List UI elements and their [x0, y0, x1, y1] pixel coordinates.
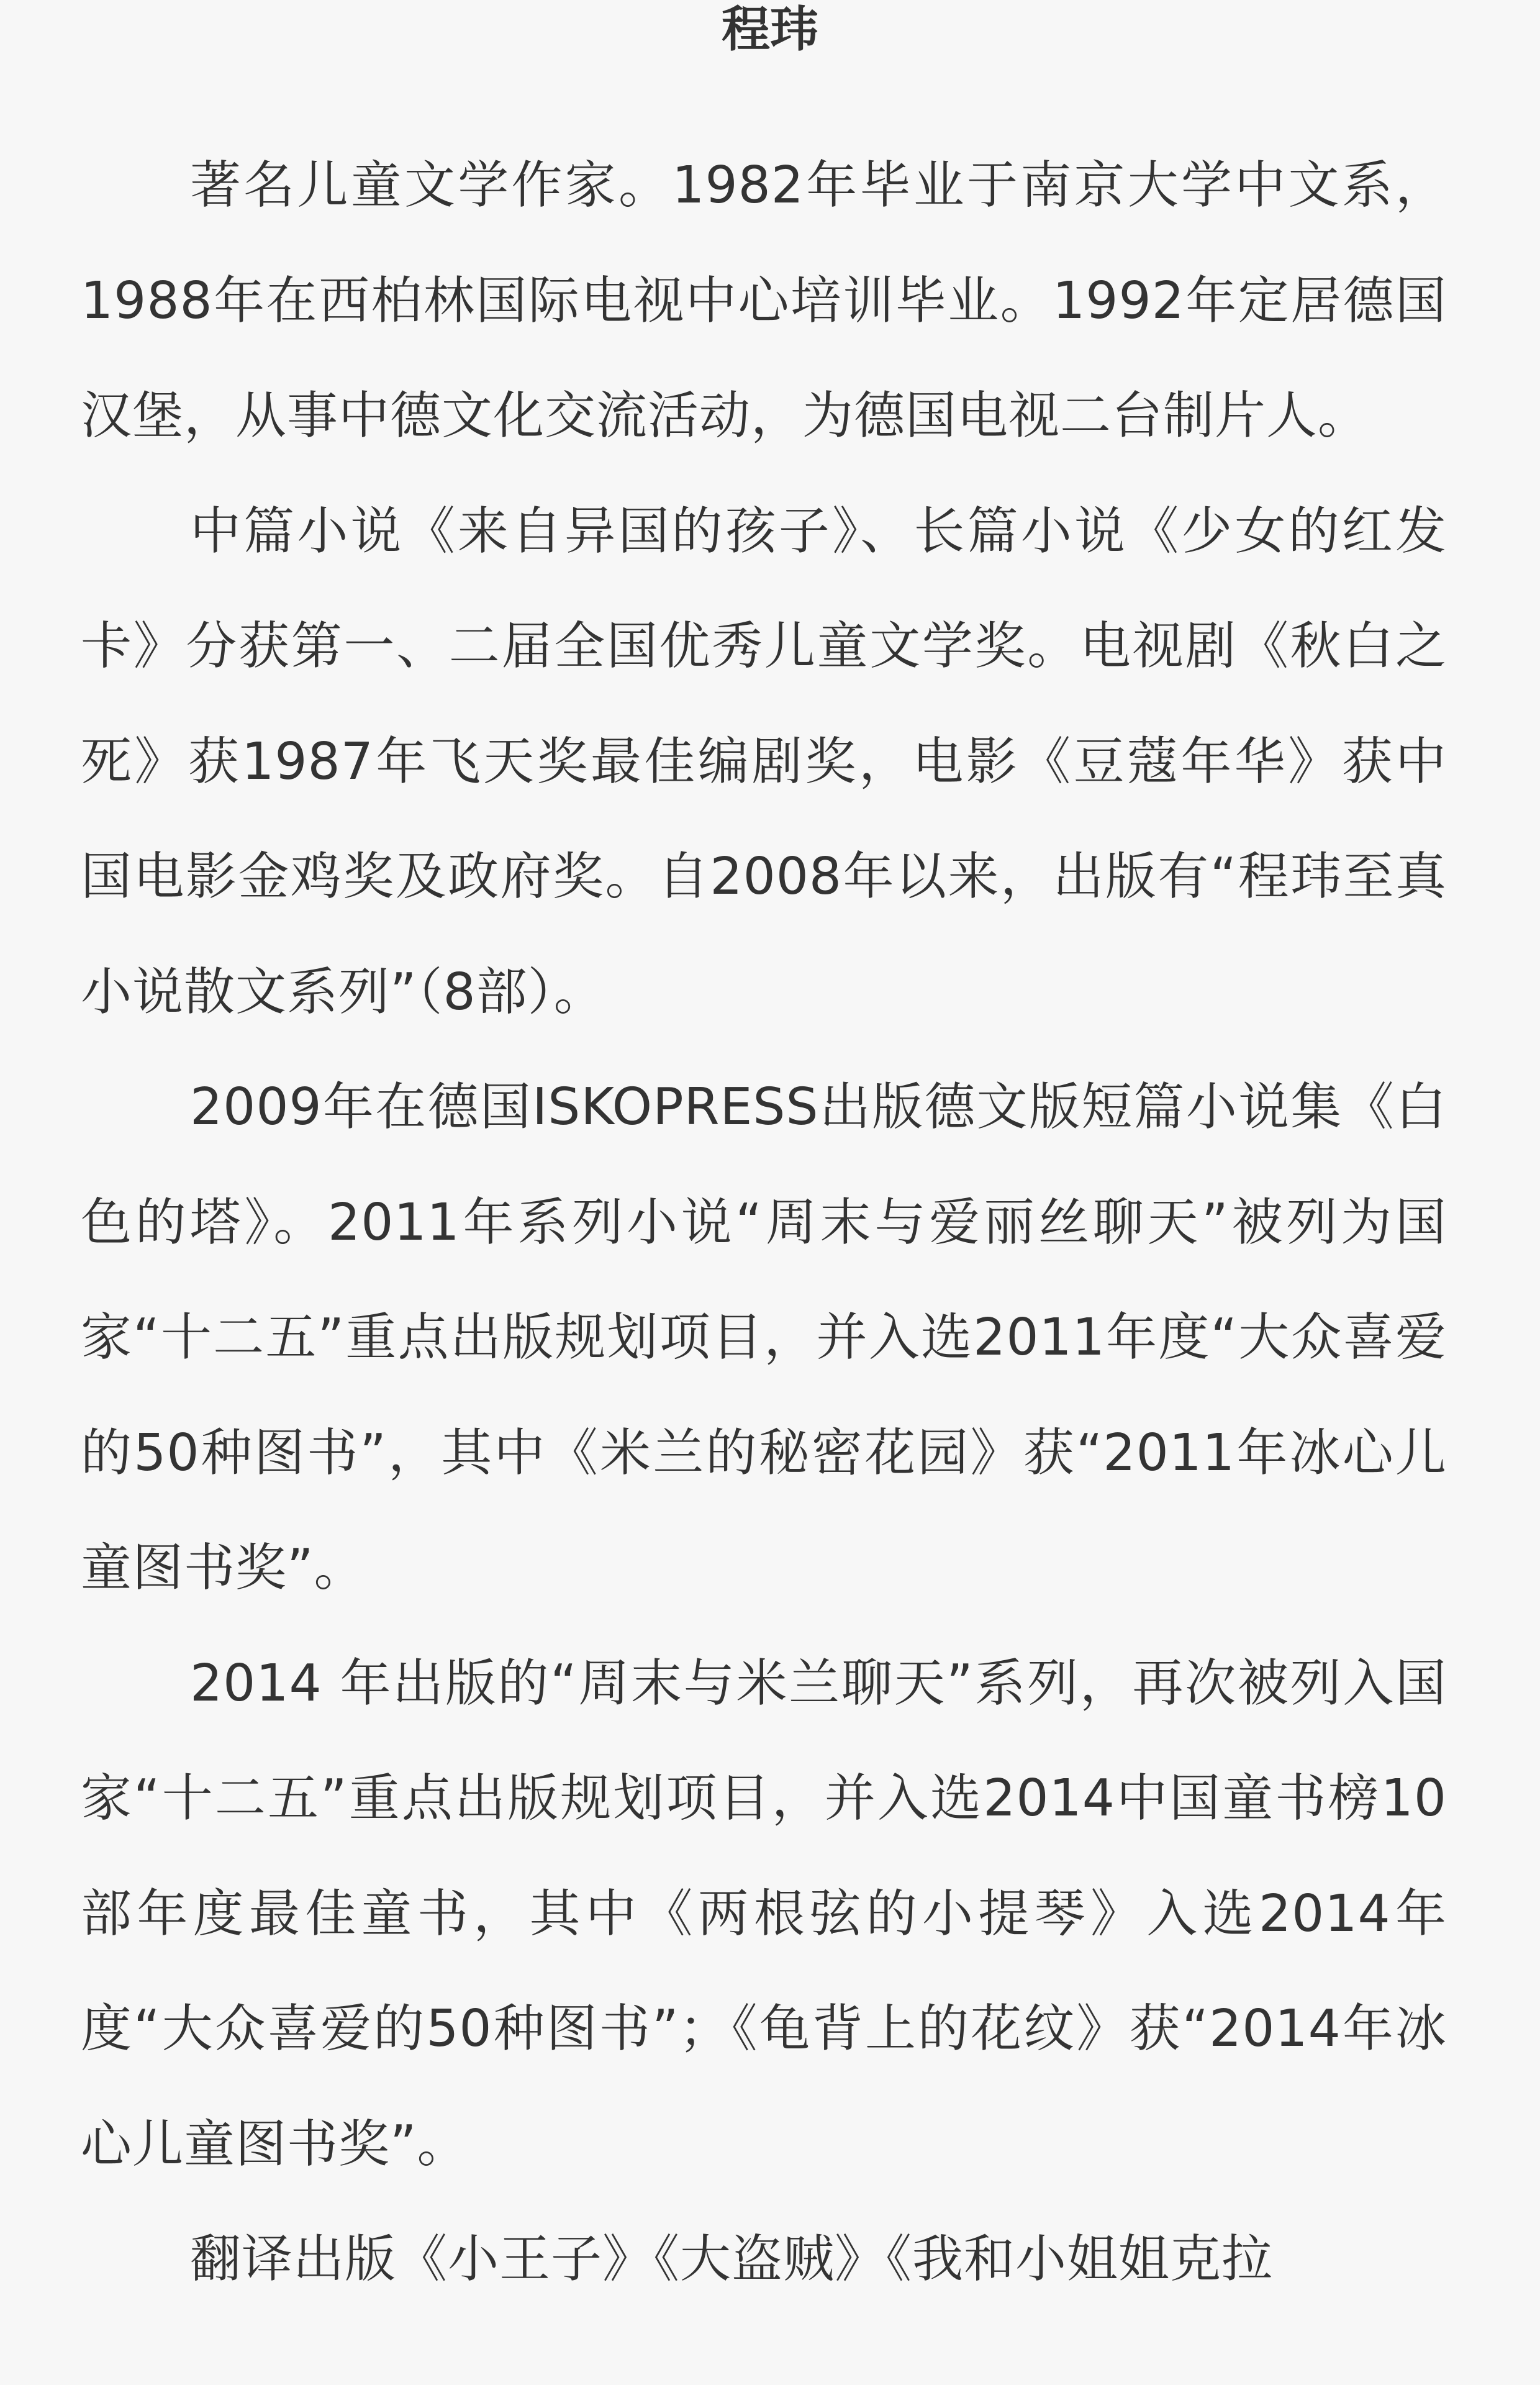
article-body [81, 128, 1447, 2317]
paragraph-5: 翻译出版《小王子》《大盗贼》《我和小姐姐克拉 [190, 2230, 1274, 2289]
page-title: 程玮 [721, 2, 818, 58]
paragraph-2: 中篇小说《来自异国的孩子》、长篇小说《少女的红发卡》分获第一、二届全国优秀儿童文学奖。电视剧《秋白之死》获1987年飞天奖最佳编剧奖，电影《豆蔻年华》获中国电影金鸡奖及政府奖。自2008年以来，出版有“程玮至真小说散文系列”（8部）。 [81, 501, 1447, 1022]
paragraph-1: 著名儿童文学作家。1982年毕业于南京大学中文系，1988年在西柏林国际电视中心培训毕业。1992年定居德国汉堡，从事中德文化交流活动，为德国电视二台制片人。 [81, 156, 1447, 445]
paragraph-3: 2009年在德国ISKOPRESS出版德文版短篇小说集《白色的塔》。2011年系列小说“周末与爱丽丝聊天”被列为国家“十二五”重点出版规划项目，并入选2011年度“大众喜爱的50种图书”，其中《米兰的秘密花园》获“2011年冰心儿童图书奖”。 [81, 1078, 1447, 1597]
paragraph-4: 2014 年出版的“周末与米兰聊天”系列，再次被列入国家“十二五”重点出版规划项目，并入选2014中国童书榜10部年度最佳童书，其中《两根弦的小提琴》入选2014年度“大众喜爱的50种图书”；《龟背上的花纹》获“2014年冰心儿童图书奖”。 [81, 1653, 1447, 2174]
